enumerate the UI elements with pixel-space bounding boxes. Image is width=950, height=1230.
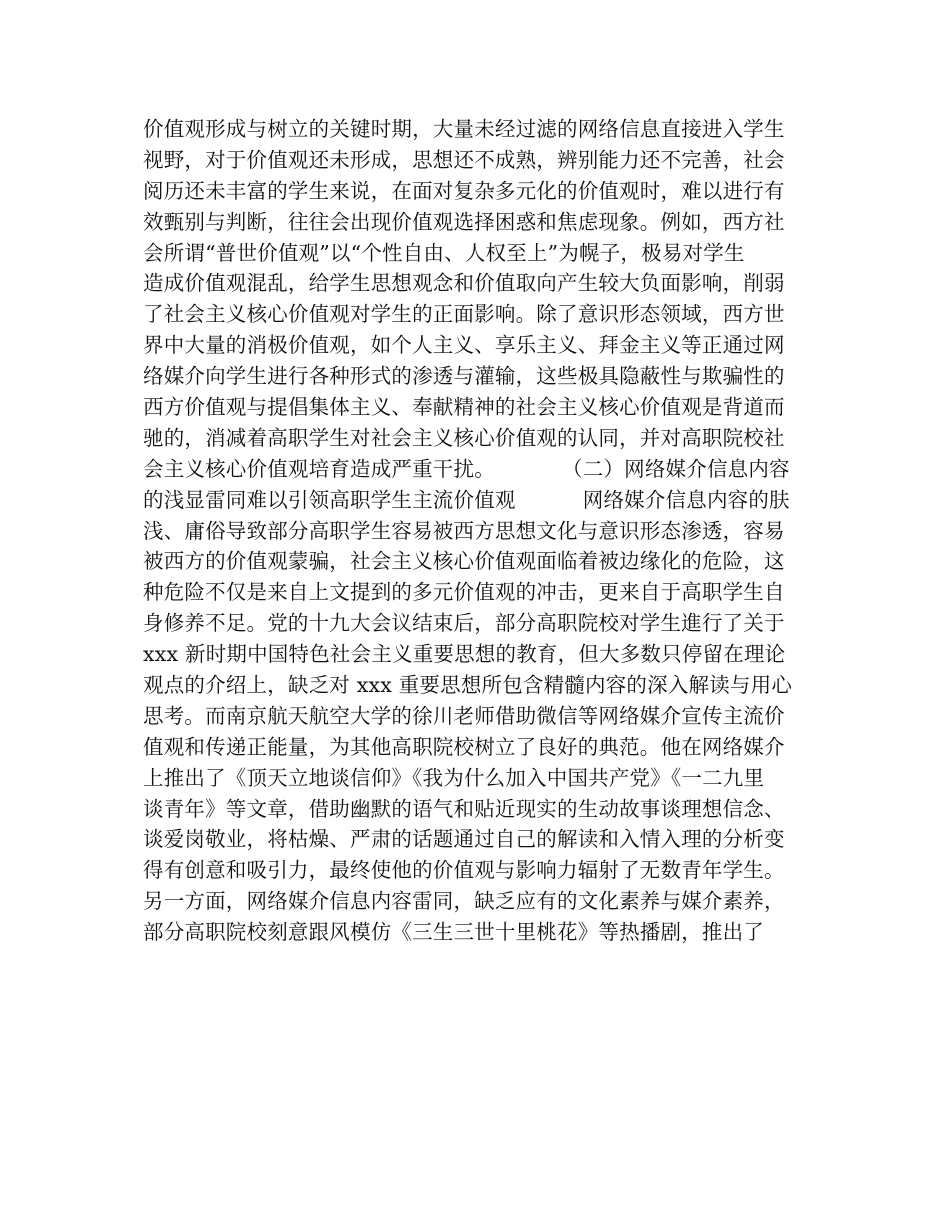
- text-line: 造成价值观混乱，给学生思想观念和价值取向产生较大负面影响，削弱: [143, 271, 785, 296]
- text-line: 部分高职院校刻意跟风模仿《三生三世十里桃花》等热播剧，推出了: [143, 920, 764, 945]
- text-line: 会主义核心价值观培育造成严重干扰。 （二）网络媒介信息内容: [143, 456, 790, 481]
- text-line: 被西方的价值观蒙骗，社会主义核心价值观面临着被边缘化的危险，这: [143, 549, 785, 574]
- text-line: 谈青年》等文章，借助幽默的语气和贴近现实的生动故事谈理想信念、: [143, 796, 785, 821]
- text-line: 了社会主义核心价值观对学生的正面影响。除了意识形态领域，西方世: [143, 302, 785, 327]
- text-line: 得有创意和吸引力，最终使他的价值观与影响力辐射了无数青年学生。: [143, 858, 785, 883]
- text-line: 效甄别与判断，往往会出现价值观选择困惑和焦虑现象。例如，西方社: [143, 209, 785, 234]
- text-line: 驰的，消减着高职学生对社会主义核心价值观的认同，并对高职院校社: [143, 425, 785, 450]
- text-line: xxx 新时期中国特色社会主义重要思想的教育，但大多数只停留在理论: [143, 642, 786, 667]
- text-line: 另一方面，网络媒介信息内容雷同，缺乏应有的文化素养与媒介素养，: [143, 889, 785, 914]
- text-line: 阅历还未丰富的学生来说，在面对复杂多元化的价值观时，难以进行有: [143, 178, 785, 203]
- text-line: 会所谓“普世价值观”以“个性自由、人权至上”为幌子，极易对学生: [143, 240, 745, 265]
- text-line: 谈爱岗敬业，将枯燥、严肃的话题通过自己的解读和入情入理的分析变: [143, 827, 785, 852]
- text-line: 观点的介绍上，缺乏对 xxx 重要思想所包含精髓内容的深入解读与用心: [143, 673, 793, 698]
- text-line: 的浅显雷同难以引领高职学生主流价值观 网络媒介信息内容的肤: [143, 487, 790, 512]
- text-line: 种危险不仅是来自上文提到的多元价值观的冲击，更来自于高职学生自: [143, 580, 785, 605]
- text-line: 西方价值观与提倡集体主义、奉献精神的社会主义核心价值观是背道而: [143, 395, 785, 420]
- text-line: 界中大量的消极价值观，如个人主义、享乐主义、拜金主义等正通过网: [143, 333, 785, 358]
- text-line: 络媒介向学生进行各种形式的渗透与灌输，这些极具隐蔽性与欺骗性的: [143, 364, 785, 389]
- text-line: 思考。而南京航天航空大学的徐川老师借助微信等网络媒介宣传主流价: [143, 703, 785, 728]
- text-line: 上推出了《顶天立地谈信仰》《我为什么加入中国共产党》《一二九里: [143, 765, 765, 790]
- text-line: 值观和传递正能量，为其他高职院校树立了良好的典范。他在网络媒介: [143, 734, 785, 759]
- body-text: [143, 114, 823, 948]
- text-line: 浅、庸俗导致部分高职学生容易被西方思想文化与意识形态渗透，容易: [143, 518, 785, 543]
- text-line: 视野，对于价值观还未形成，思想还不成熟，辨别能力还不完善，社会: [143, 147, 785, 172]
- text-line: 身修养不足。党的十九大会议结束后，部分高职院校对学生進行了关于: [143, 611, 785, 636]
- text-line: 价值观形成与树立的关键时期，大量未经过滤的网络信息直接进入学生: [143, 117, 785, 141]
